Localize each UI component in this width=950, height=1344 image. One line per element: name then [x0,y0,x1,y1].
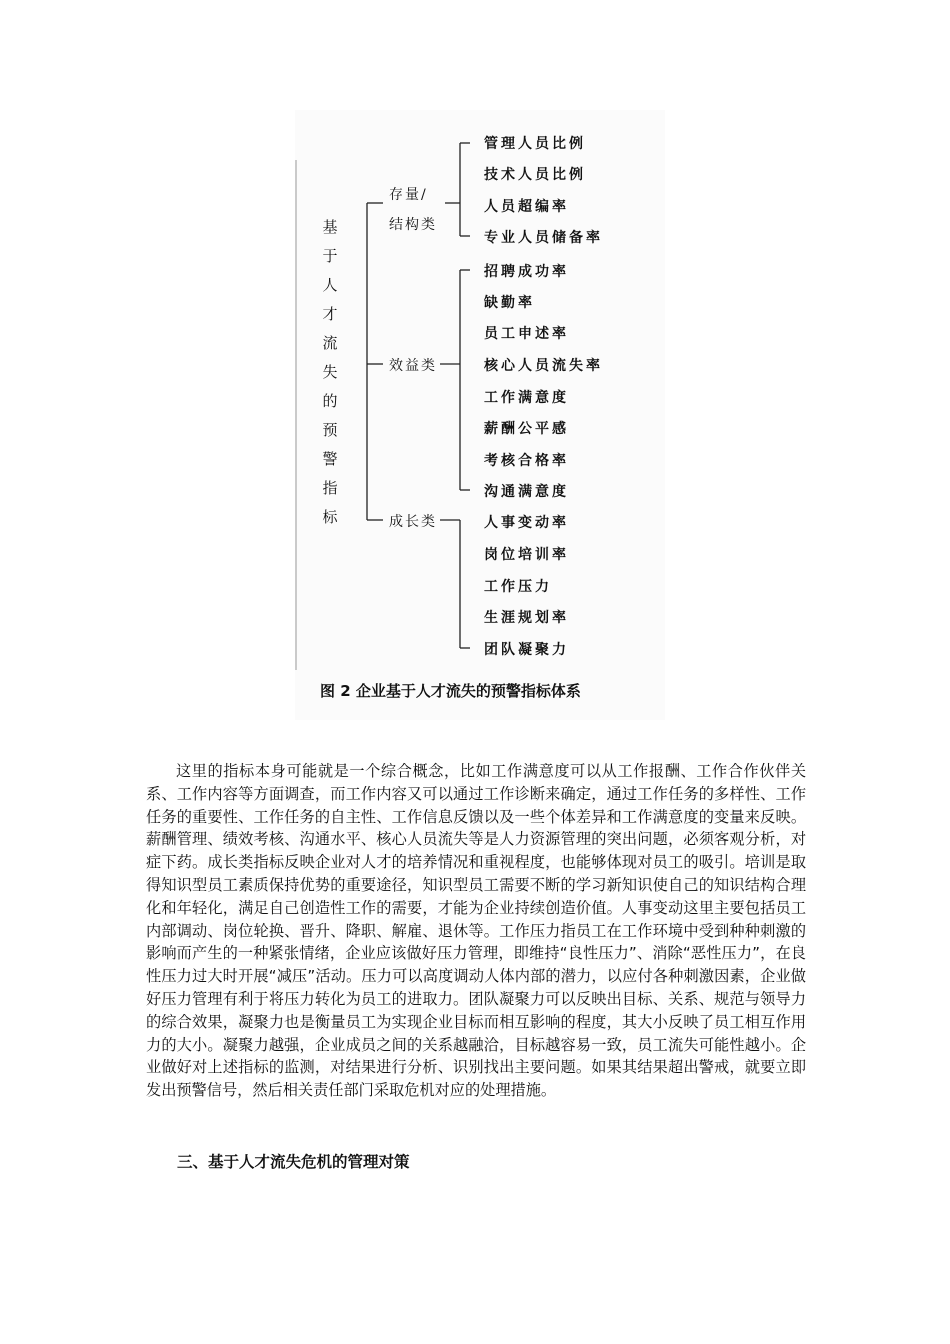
root-title-char: 预 [322,421,338,439]
indicator-item: 管理人员比例 [484,136,586,152]
indicator-item: 沟通满意度 [484,484,569,500]
root-title-char: 标 [322,508,338,526]
root-title-char: 指 [322,479,338,497]
indicator-item: 考核合格率 [484,453,569,469]
indicator-item: 人事变动率 [484,515,569,531]
category-growth: 成长类 [389,514,437,530]
root-title-char: 的 [322,392,338,410]
indicator-item: 员工申述率 [484,326,569,342]
root-title-char: 基 [322,218,338,236]
indicator-item: 工作压力 [484,579,552,595]
category-efficiency: 效益类 [389,358,437,374]
indicator-item: 人员超编率 [484,199,569,215]
category-stock-structure-line1: 存量/ [389,187,428,203]
indicator-item: 薪酬公平感 [484,421,569,437]
root-title-char: 于 [322,247,338,265]
category-stock-structure-line2: 结构类 [389,217,437,233]
root-title-char: 才 [322,305,338,323]
indicator-item: 缺勤率 [484,295,535,311]
indicator-item: 技术人员比例 [484,167,586,183]
root-title-char: 警 [322,450,338,468]
indicator-item: 岗位培训率 [484,547,569,563]
indicator-item: 团队凝聚力 [484,642,569,658]
figure-caption: 图 2 企业基于人才流失的预警指标体系 [320,682,581,700]
root-title-char: 失 [322,363,338,381]
indicator-item: 生涯规划率 [484,610,569,626]
indicator-item: 工作满意度 [484,390,569,406]
indicator-item: 招聘成功率 [484,264,569,280]
indicator-item: 专业人员储备率 [484,230,603,246]
section-heading: 三、基于人才流失危机的管理对策 [177,1153,410,1171]
body-paragraph: 这里的指标本身可能就是一个综合概念，比如工作满意度可以从工作报酬、工作合作伙伴关系、工作内容等方面调查，而工作内容又可以通过工作诊断来确定，通过工作任务的多样性、工作任务的重要性、工作任务的自主性、工作信息反馈以及一些个体差异和工作满意度的变量来反映。薪酬管理、绩效考核、沟通水平、核心人员流失等是人力资源管理的突出问题，必须客观分析，对症下药。成长类指标反映企业对人才的培养情况和重视程度，也能够体现对员工的吸引。培训是取得知识型员工素质保持优势的重要途径，知识型员工需要不断的学习新知识使自己的知识结构合理化和年轻化，满足自己创造性工作的需要，才能为企业持续创造价值。人事变动这里主要包括员工内部调动、岗位轮换、晋升、降职、解雇、退休等。工作压力指员工在工作环境中受到种种刺激的影响而产生的一种紧张情绪，企业应该做好压力管理，即维持“良性压力”、消除“恶性压力”，在良性压力过大时开展“减压”活动。压力可以高度调动人体内部的潜力，以应付各种刺激因素，企业做好压力管理有利于将压力转化为员工的进取力。团队凝聚力可以反映出目标、关系、规范与领导力的综合效果，凝聚力也是衡量员工为实现企业目标而相互影响的程度，其大小反映了员工相互作用力的大小。凝聚力越强，企业成员之间的关系越融洽，目标越容易一致，员工流失可能性越小。企业做好对上述指标的监测，对结果进行分析、识别找出主要问题。如果其结果超出警戒，就要立即发出预警信号，然后相关责任部门采取危机对应的处理措施。 [146,762,806,1100]
root-title-char: 人 [322,276,338,294]
root-title-char: 流 [322,334,338,352]
indicator-item: 核心人员流失率 [484,358,603,374]
